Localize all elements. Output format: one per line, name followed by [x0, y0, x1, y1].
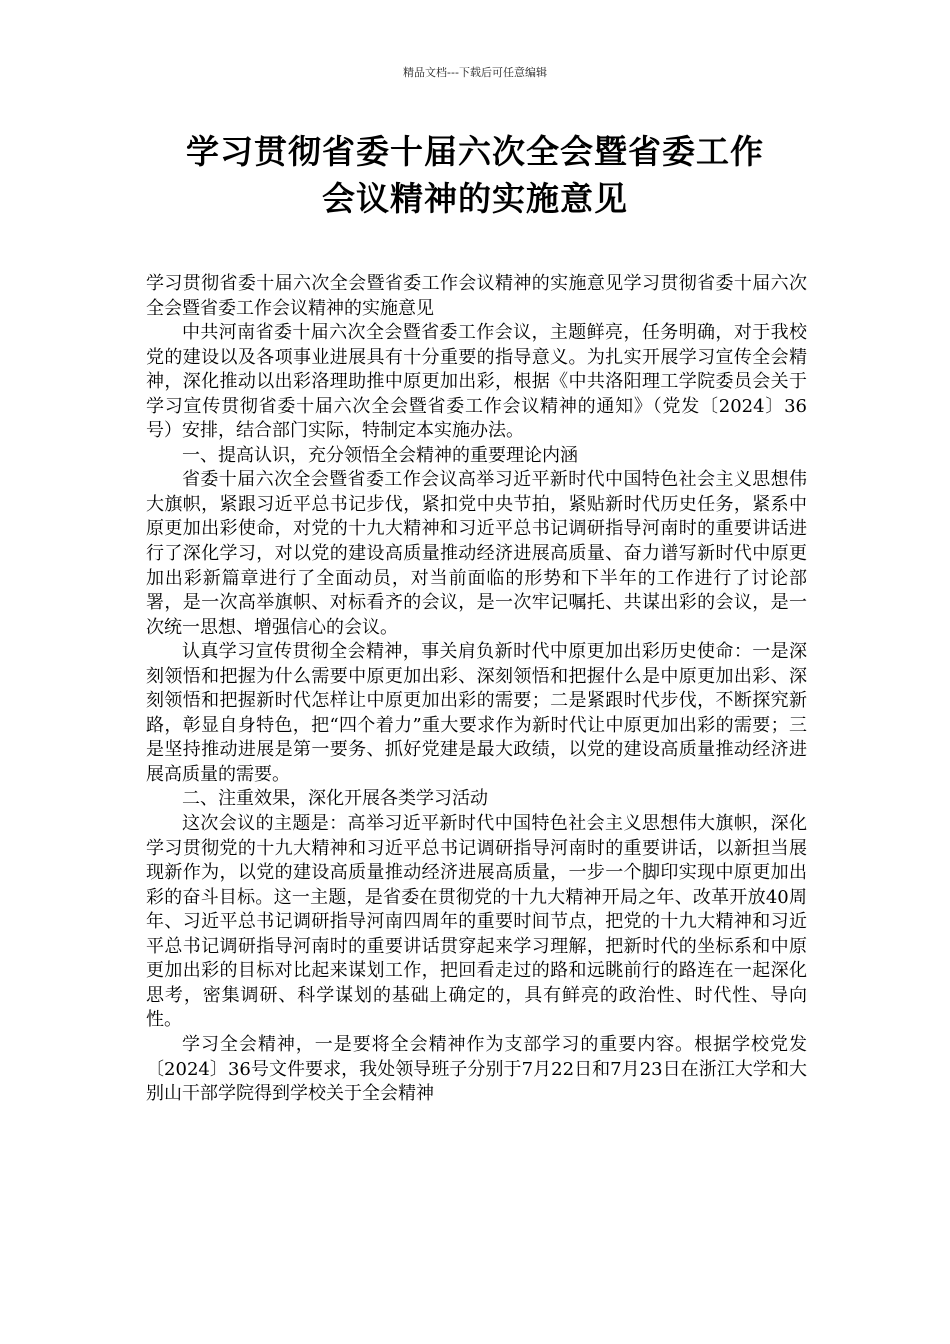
header-note: 精品文档---下载后可任意编辑 — [403, 66, 547, 79]
section-heading-2: 二、注重效果，深化开展各类学习活动 — [182, 788, 488, 810]
document-title — [110, 128, 840, 222]
title-line-2: 会议精神的实施意见 — [322, 179, 628, 218]
body-paragraph: 认真学习宣传贯彻全会精神，事关肩负新时代中原更加出彩历史使命：一是深刻领悟和把握为什么需要中原更加出彩、深刻领悟和把握什么是中原更加出彩、深刻领悟和把握新时代怎样让中原更加出彩的需要；二是紧跟时代步伐，不断探究新路，彰显自身特色，把“四个着力”重大要求作为新时代让中原更加出彩的需要；三是坚持推动进展是第一要务、抓好党建是最大政绩，以党的建设高质量推动经济进展高质量的需要。 — [146, 641, 807, 785]
body-paragraph: 这次会议的主题是：高举习近平新时代中国特色社会主义思想伟大旗帜，深化学习贯彻党的十九大精神和习近平总书记调研指导河南时的重要讲话，以新担当展现新作为，以党的建设高质量推动经济进展高质量，一步一个脚印实现中原更加出彩的奋斗目标。这一主题，是省委在贯彻党的十九大精神开局之年、改革开放40周年、习近平总书记调研指导河南四周年的重要时间节点，把党的十九大精神和习近平总书记调研指导河南时的重要讲话贯穿起来学习理解，把新时代的坐标系和中原更加出彩的目标对比起来谋划工作，把回看走过的路和远眺前行的路连在一起深化思考，密集调研、科学谋划的基础上确定的，具有鲜亮的政治性、时代性、导向性。 — [146, 813, 807, 1031]
document-body — [146, 272, 807, 1107]
body-paragraph: 中共河南省委十届六次全会暨省委工作会议，主题鲜亮，任务明确，对于我校党的建设以及各项事业进展具有十分重要的指导意义。为扎实开展学习宣传全会精神，深化推动以出彩洛理助推中原更加出彩，根据《中共洛阳理工学院委员会关于学习宣传贯彻省委十届六次全会暨省委工作会议精神的通知》（党发〔2024〕36号）安排，结合部门实际，特制定本实施办法。 — [146, 322, 807, 442]
title-line-1: 学习贯彻省委十届六次全会暨省委工作 — [186, 132, 764, 171]
body-paragraph: 省委十届六次全会暨省委工作会议高举习近平新时代中国特色社会主义思想伟大旗帜，紧跟习近平总书记步伐，紧扣党中央节拍，紧贴新时代历史任务，紧系中原更加出彩使命，对党的十九大精神和习近平总书记调研指导河南时的重要讲话进行了深化学习，对以党的建设高质量推动经济进展高质量、奋力谱写新时代中原更加出彩新篇章进行了全面动员，对当前面临的形势和下半年的工作进行了讨论部署，是一次高举旗帜、对标看齐的会议，是一次牢记嘱托、共谋出彩的会议，是一次统一思想、增强信心的会议。 — [146, 469, 807, 638]
body-paragraph: 学习全会精神，一是要将全会精神作为支部学习的重要内容。根据学校党发〔2024〕36号文件要求，我处领导班子分别于7月22日和7月23日在浙江大学和大别山干部学院得到学校关于全会精神 — [146, 1033, 807, 1105]
intro-paragraph: 学习贯彻省委十届六次全会暨省委工作会议精神的实施意见学习贯彻省委十届六次全会暨省委工作会议精神的实施意见 — [146, 273, 807, 319]
section-heading-1: 一、提高认识，充分领悟全会精神的重要理论内涵 — [182, 444, 578, 466]
